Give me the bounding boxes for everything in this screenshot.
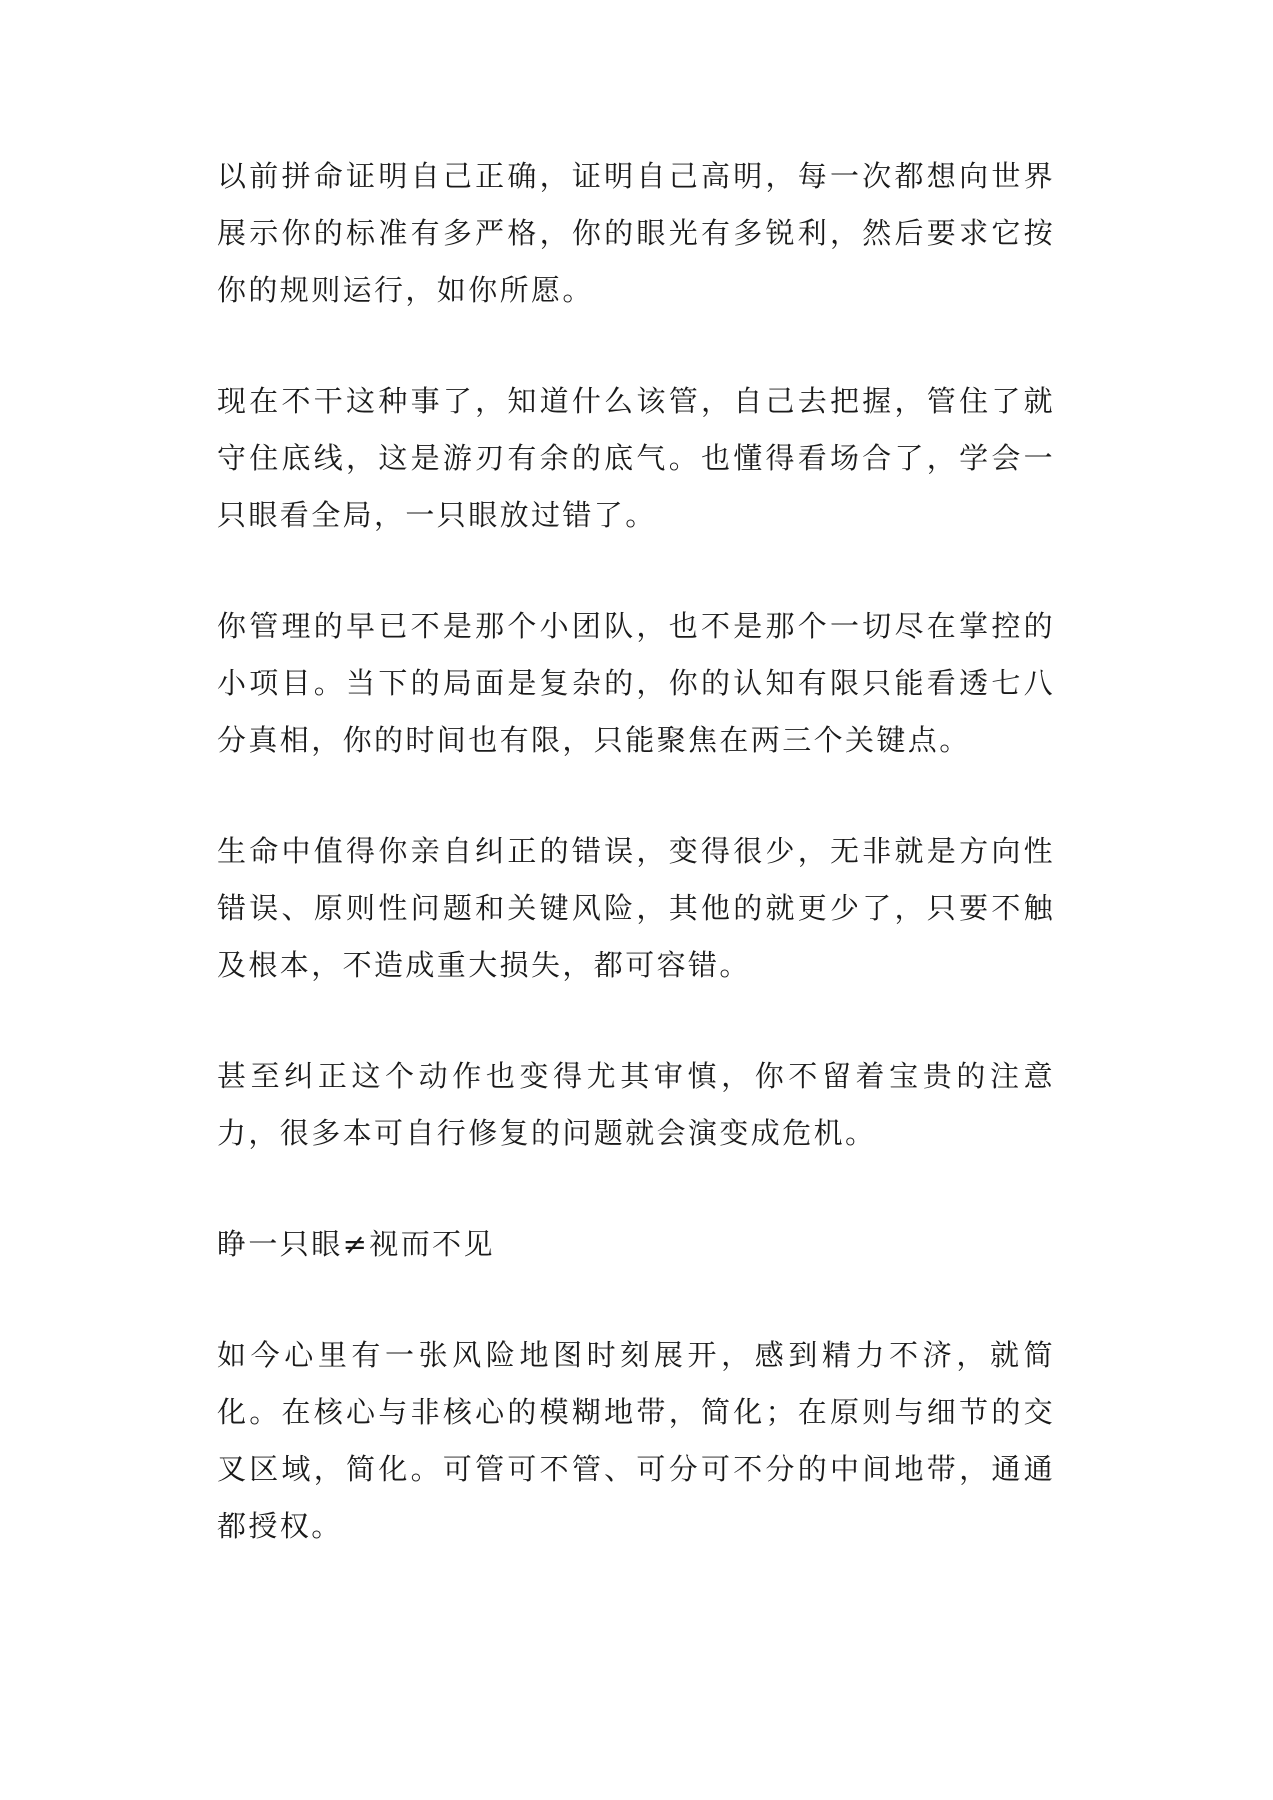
paragraph-3: 你管理的早已不是那个小团队，也不是那个一切尽在掌控的小项目。当下的局面是复杂的，你的认知有限只能看透七八分真相，你的时间也有限，只能聚焦在两三个关键点。 [217, 609, 1055, 757]
paragraph-5: 甚至纠正这个动作也变得尤其审慎，你不留着宝贵的注意力，很多本可自行修复的问题就会演变成危机。 [217, 1059, 1055, 1150]
paragraph-2: 现在不干这种事了，知道什么该管，自己去把握，管住了就守住底线，这是游刃有余的底气。也懂得看场合了，学会一只眼看全局，一只眼放过错了。 [217, 384, 1055, 532]
paragraph-spacer [217, 319, 1055, 373]
paragraph-1: 以前拼命证明自己正确，证明自己高明，每一次都想向世界展示你的标准有多严格，你的眼光有多锐利，然后要求它按你的规则运行，如你所愿。 [217, 159, 1055, 307]
paragraph-spacer [217, 1273, 1055, 1327]
paragraph-spacer [217, 1162, 1055, 1216]
paragraph-4: 生命中值得你亲自纠正的错误，变得很少，无非就是方向性错误、原则性问题和关键风险，其他的就更少了，只要不触及根本，不造成重大损失，都可容错。 [217, 834, 1055, 982]
paragraph-spacer [217, 769, 1055, 823]
paragraph-spacer [217, 544, 1055, 598]
document-body [217, 148, 1055, 1555]
section-heading: 睁一只眼≠视而不见 [217, 1227, 495, 1261]
paragraph-6: 如今心里有一张风险地图时刻展开，感到精力不济，就简化。在核心与非核心的模糊地带，简化；在原则与细节的交叉区域，简化。可管可不管、可分可不分的中间地带，通通都授权。 [217, 1338, 1055, 1543]
paragraph-spacer [217, 994, 1055, 1048]
